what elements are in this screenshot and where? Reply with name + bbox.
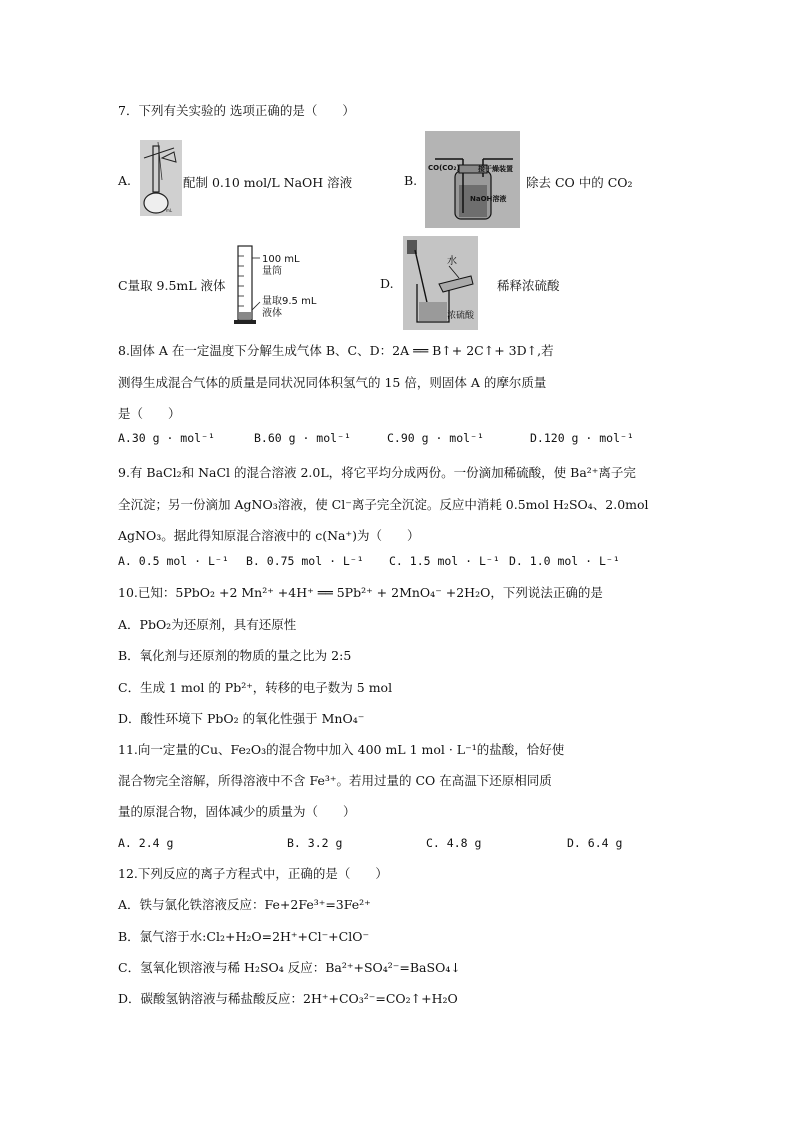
q9-line-2: 全沉淀；另一份滴加 AgNO₃溶液，使 Cl⁻离子完全沉淀。反应中消耗 0.5mol H₂SO₄、2.0mol	[118, 497, 649, 512]
q8-option-b: B.60 g · mol⁻¹	[254, 431, 351, 445]
q11-line-3: 量的原混合物，固体减少的质量为（ ）	[118, 804, 356, 819]
q7-option-a-text: 配制 0.10 mol/L NaOH 溶液	[183, 175, 353, 190]
q9-line-1: 9.有 BaCl₂和 NaCl 的混合溶液 2.0L，将它平均分成两份。一份滴加稀硫酸，使 Ba²⁺离子完	[118, 465, 636, 480]
q11-line-2: 混合物完全溶解，所得溶液中不含 Fe³⁺。若用过量的 CO 在高温下还原相同质	[118, 773, 552, 788]
svg-text:mL: mL	[166, 208, 173, 213]
q11-option-d: D. 6.4 g	[567, 836, 623, 850]
q7-option-a-label: A.	[118, 173, 132, 188]
q7-option-c-text: C量取 9.5mL 液体	[118, 278, 226, 293]
q11-option-a: A. 2.4 g	[118, 836, 174, 850]
graduated-cylinder-figure	[232, 244, 332, 326]
q7-stem: 7．下列有关实验的 选项正确的是（ ）	[118, 103, 355, 118]
fig-label-naoh: NaOH溶液	[470, 195, 507, 203]
q10-option-b: B．氧化剂与还原剂的物质的量之比为 2:5	[118, 648, 352, 663]
volumetric-flask-icon	[140, 140, 182, 216]
q7-option-d-text: 稀释浓硫酸	[497, 278, 560, 293]
q10-option-a: A．PbO₂为还原剂，具有还原性	[118, 617, 297, 632]
fig-label-water: 水	[447, 256, 457, 267]
gas-washing-bottle-icon	[425, 131, 520, 228]
q9-option-a: A. 0.5 mol · L⁻¹	[118, 554, 229, 568]
q8-option-c: C.90 g · mol⁻¹	[387, 431, 484, 445]
q12-stem: 12.下列反应的离子方程式中，正确的是（ ）	[118, 866, 388, 881]
q8-line-3: 是（ ）	[118, 406, 181, 421]
q9-line-3: AgNO₃。据此得知原混合溶液中的 c(Na⁺)为（ ）	[118, 528, 420, 543]
q9-option-d: D. 1.0 mol · L⁻¹	[509, 554, 620, 568]
q8-option-a: A.30 g · mol⁻¹	[118, 431, 215, 445]
q9-option-b: B. 0.75 mol · L⁻¹	[246, 554, 364, 568]
q12-option-b: B．氯气溶于水:Cl₂+H₂O=2H⁺+Cl⁻+ClO⁻	[118, 929, 370, 944]
q10-option-d: D．酸性环境下 PbO₂ 的氧化性强于 MnO₄⁻	[118, 711, 365, 726]
q12-option-c: C．氢氧化钡溶液与稀 H₂SO₄ 反应：Ba²⁺+SO₄²⁻=BaSO₄↓	[118, 960, 461, 975]
fig-label-liquid: 液体	[262, 308, 282, 319]
volumetric-flask-figure	[140, 140, 182, 216]
fig-label-conc-acid: 浓硫酸	[447, 311, 475, 321]
q11-option-c: C. 4.8 g	[426, 836, 482, 850]
q12-option-a: A．铁与氯化铁溶液反应：Fe+2Fe³⁺=3Fe²⁺	[118, 897, 371, 912]
q8-option-d: D.120 g · mol⁻¹	[530, 431, 634, 445]
q7-option-d-label: D.	[380, 276, 394, 291]
dilution-figure	[403, 236, 478, 330]
gas-washing-bottle-figure	[425, 131, 520, 228]
q11-option-b: B. 3.2 g	[287, 836, 343, 850]
fig-label-co-co2: CO(CO₂)	[428, 164, 460, 172]
q7-option-b-text: 除去 CO 中的 CO₂	[526, 175, 633, 190]
q11-line-1: 11.向一定量的Cu、Fe₂O₃的混合物中加入 400 mL 1 mol · L⁻¹的盐酸，恰好使	[118, 742, 565, 757]
fig-label-cylinder: 量筒	[262, 266, 282, 277]
q9-option-c: C. 1.5 mol · L⁻¹	[389, 554, 500, 568]
q8-line-2: 测得生成混合气体的质量是同状况同体积氢气的 15 倍，则固体 A 的摩尔质量	[118, 375, 547, 390]
fig-label-100ml: 100 mL	[262, 254, 300, 265]
q7-option-b-label: B.	[404, 173, 418, 188]
q10-option-c: C．生成 1 mol 的 Pb²⁺，转移的电子数为 5 mol	[118, 680, 393, 695]
fig-label-measure: 量取9.5 mL	[262, 296, 317, 307]
q10-stem: 10.已知：5PbO₂ +2 Mn²⁺ +4H⁺ ══ 5Pb²⁺ + 2MnO₄⁻ +2H₂O，下列说法正确的是	[118, 585, 603, 600]
q8-line-1: 8.固体 A 在一定温度下分解生成气体 B、C、D：2A ══ B↑+ 2C↑+ 3D↑,若	[118, 343, 554, 358]
q12-option-d: D．碳酸氢钠溶液与稀盐酸反应：2H⁺+CO₃²⁻=CO₂↑+H₂O	[118, 991, 458, 1006]
fig-label-drying: 接干燥装置	[478, 165, 513, 173]
